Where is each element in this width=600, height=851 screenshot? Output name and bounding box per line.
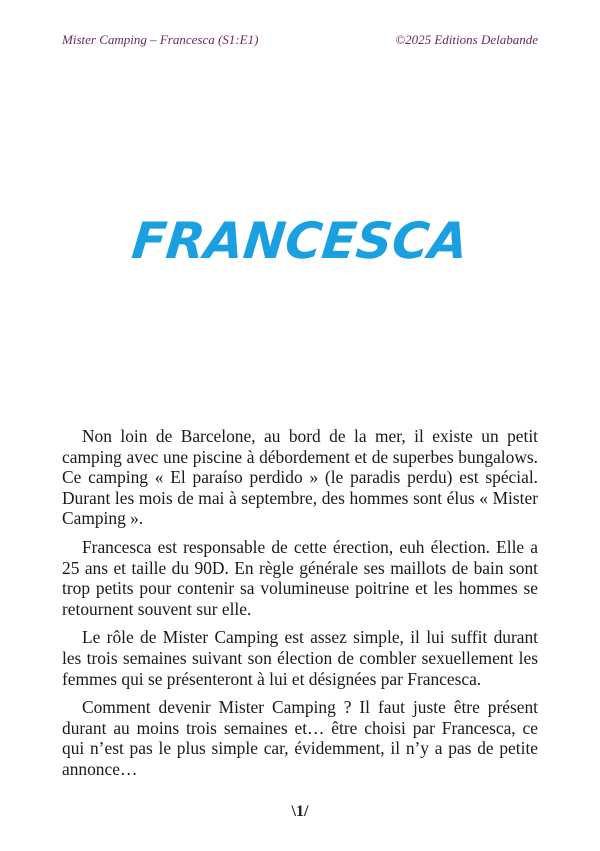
chapter-title: FRANCESCA xyxy=(129,212,471,270)
page-number: \1/ xyxy=(291,803,309,820)
header-copyright: ©2025 Editions Delabande xyxy=(395,32,538,47)
paragraph: Francesca est responsable de cette érection, euh élection. Elle a 25 ans et taille du 90D. En règle générale ses maillots de bain sont trop petits pour contenir sa volumineuse poitrine et les hommes se retournent souvent sur elle. xyxy=(62,536,538,619)
paragraph: Comment devenir Mister Camping ? Il faut juste être présent durant au moins trois semaines et… être choisi par Francesca, ce qui n’est pas le plus simple car, évidemment, il n’y a pas de petite annonce… xyxy=(62,697,538,779)
header-book-title: Mister Camping – Francesca (S1:E1) xyxy=(62,32,259,47)
page-header xyxy=(62,32,538,50)
paragraph: Non loin de Barcelone, au bord de la mer, il existe un petit camping avec une piscine à débordement et de superbes bungalows. Ce camping « El paraíso perdido » (le paradis perdu) est spécial. Durant les mois de mai à septembre, des hommes sont élus « Mister Camping ». xyxy=(62,426,538,529)
paragraph: Le rôle de Mister Camping est assez simple, il lui suffit durant les trois semaines suivant son élection de combler sexuellement les femmes qui se présenteront à lui et désignées par Francesca. xyxy=(62,627,538,689)
body-text xyxy=(62,426,538,788)
